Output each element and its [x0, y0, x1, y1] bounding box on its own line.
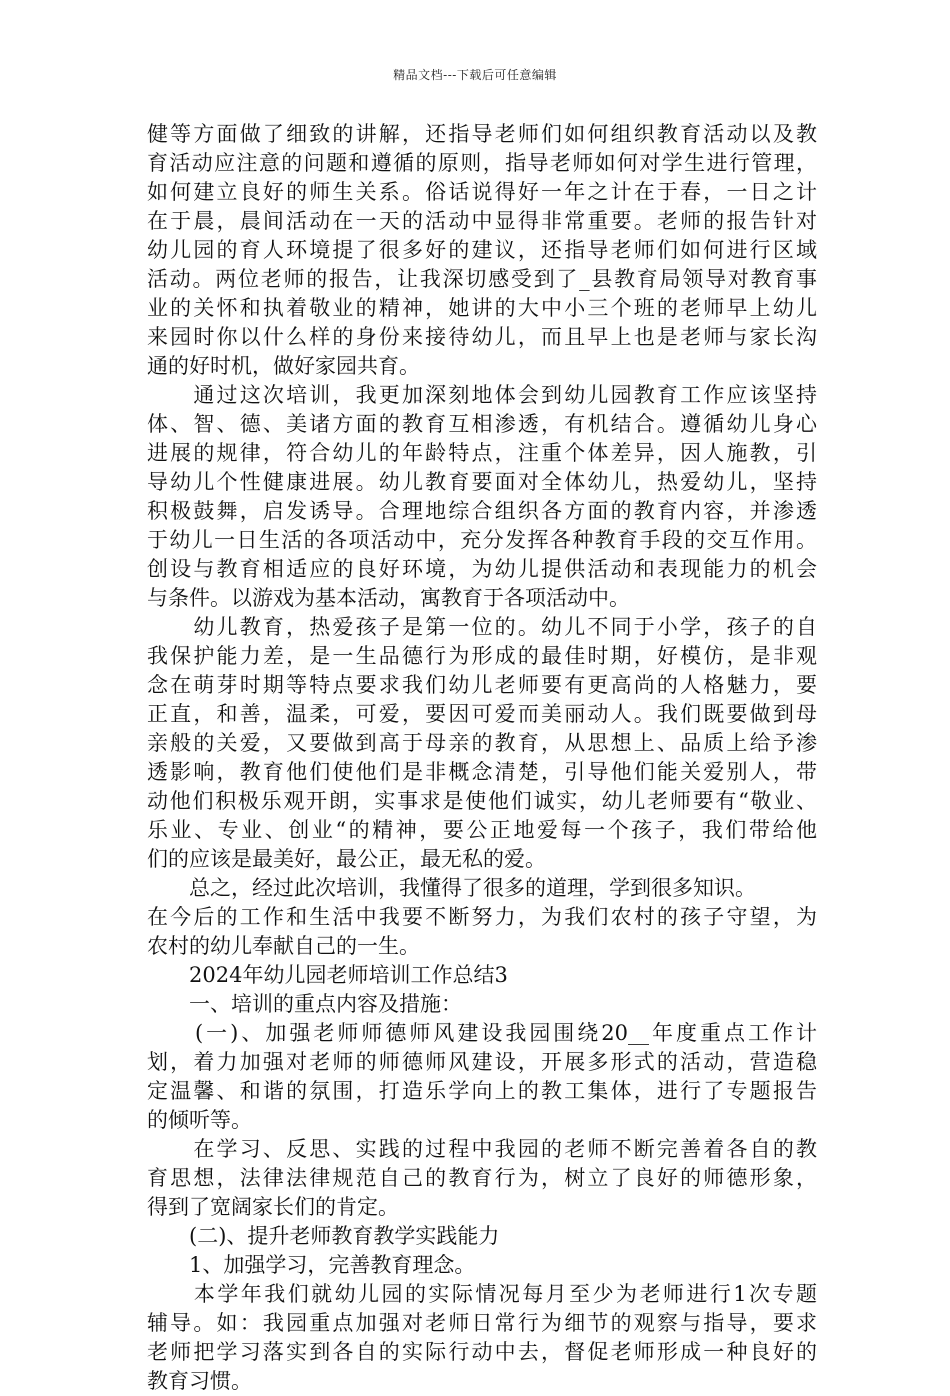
text-line: 2024年幼儿园老师培训工作总结3 — [147, 963, 508, 987]
text-line: 老师把学习落实到各自的实际行动中去，督促老师形成一种良好的 — [147, 1340, 817, 1364]
text-line: 通过这次培训，我更加深刻地体会到幼儿园教育工作应该坚持 — [147, 383, 817, 407]
text-line: 与条件。以游戏为基本活动，寓教育于各项活动中。 — [147, 586, 630, 610]
text-line: (二)、提升老师教育教学实践能力 — [147, 1224, 500, 1248]
text-line: 育活动应注意的问题和遵循的原则，指导老师如何对学生进行管理， — [147, 151, 817, 175]
text-line: 透影响，教育他们使他们是非概念清楚，引导他们能关爱别人，带 — [147, 760, 817, 784]
text-line: 幼儿园的育人环境提了很多好的建议，还指导老师们如何进行区域 — [147, 238, 817, 262]
text-line: 如何建立良好的师生关系。俗话说得好一年之计在于春，一日之计 — [147, 180, 817, 204]
text-line: 总之，经过此次培训，我懂得了很多的道理，学到很多知识。 — [147, 876, 756, 900]
text-line: 业的关怀和执着敬业的精神，她讲的大中小三个班的老师早上幼儿 — [147, 296, 817, 320]
text-line: 在今后的工作和生活中我要不断努力，为我们农村的孩子守望，为 — [147, 905, 817, 929]
text-line: 得到了宽阔家长们的肯定。 — [147, 1195, 399, 1219]
text-line: 辅导。如：我园重点加强对老师日常行为细节的观察与指导，要求 — [147, 1311, 817, 1335]
text-line: 体、智、德、美诸方面的教育互相渗透，有机结合。遵循幼儿身心 — [147, 412, 817, 436]
text-line: 乐业、专业、创业“的精神，要公正地爱每一个孩子，我们带给他 — [147, 818, 817, 842]
text-line: 幼儿教育，热爱孩子是第一位的。幼儿不同于小学，孩子的自 — [147, 615, 817, 639]
text-line: 通的好时机，做好家园共育。 — [147, 354, 420, 378]
text-line: 健等方面做了细致的讲解，还指导老师们如何组织教育活动以及教 — [147, 122, 817, 146]
text-line: 定温馨、和谐的氛围，打造乐学向上的教工集体，进行了专题报告 — [147, 1079, 817, 1103]
text-line: 于幼儿一日生活的各项活动中，充分发挥各种教育手段的交互作用。 — [147, 528, 817, 552]
text-line: 农村的幼儿奉献自己的一生。 — [147, 934, 420, 958]
text-line: 正直，和善，温柔，可爱，要因可爱而美丽动人。我们既要做到母 — [147, 702, 817, 726]
text-line: 念在萌芽时期等特点要求我们幼儿老师要有更高尚的人格魅力，要 — [147, 673, 817, 697]
text-line: 亲般的关爱，又要做到高于母亲的教育，从思想上、品质上给予渗 — [147, 731, 817, 755]
text-line: 我保护能力差，是一生品德行为形成的最佳时期，好模仿，是非观 — [147, 644, 817, 668]
page-header: 精品文档---下载后可任意编辑 — [393, 68, 557, 82]
text-line: 教育习惯。 — [147, 1369, 252, 1393]
text-line: 导幼儿个性健康进展。幼儿教育要面对全体幼儿，热爱幼儿，坚持 — [147, 470, 817, 494]
text-line: 育思想，法律法律规范自己的教育行为，树立了良好的师德形象， — [147, 1166, 817, 1190]
text-line: 划，着力加强对老师的师德师风建设，开展多形式的活动，营造稳 — [147, 1050, 817, 1074]
text-line: 进展的规律，符合幼儿的年龄特点，注重个体差异，因人施教，引 — [147, 441, 817, 465]
text-line: 创设与教育相适应的良好环境，为幼儿提供活动和表现能力的机会 — [147, 557, 817, 581]
text-line: 本学年我们就幼儿园的实际情况每月至少为老师进行1次专题 — [147, 1282, 817, 1306]
text-line: 在学习、反思、实践的过程中我园的老师不断完善着各自的教 — [147, 1137, 817, 1161]
text-line: 在于晨，晨间活动在一天的活动中显得非常重要。老师的报告针对 — [147, 209, 817, 233]
text-line: 的倾听等。 — [147, 1108, 252, 1132]
text-line: 积极鼓舞，启发诱导。合理地综合组织各方面的教育内容，并渗透 — [147, 499, 817, 523]
document-body — [147, 120, 817, 1396]
text-line: 活动。两位老师的报告，让我深切感受到了_县教育局领导对教育事 — [147, 267, 817, 291]
text-line: 一、培训的重点内容及措施： — [147, 992, 462, 1016]
text-line: 动他们积极乐观开朗，实事求是使他们诚实，幼儿老师要有“敬业、 — [147, 789, 817, 813]
text-line: 来园时你以什么样的身份来接待幼儿，而且早上也是老师与家长沟 — [147, 325, 817, 349]
text-line: 1、加强学习，完善教育理念。 — [147, 1253, 476, 1277]
text-line: (一)、加强老师师德师风建设我园围绕20__年度重点工作计 — [147, 1021, 817, 1045]
text-line: 们的应该是最美好，最公正，最无私的爱。 — [147, 847, 546, 871]
